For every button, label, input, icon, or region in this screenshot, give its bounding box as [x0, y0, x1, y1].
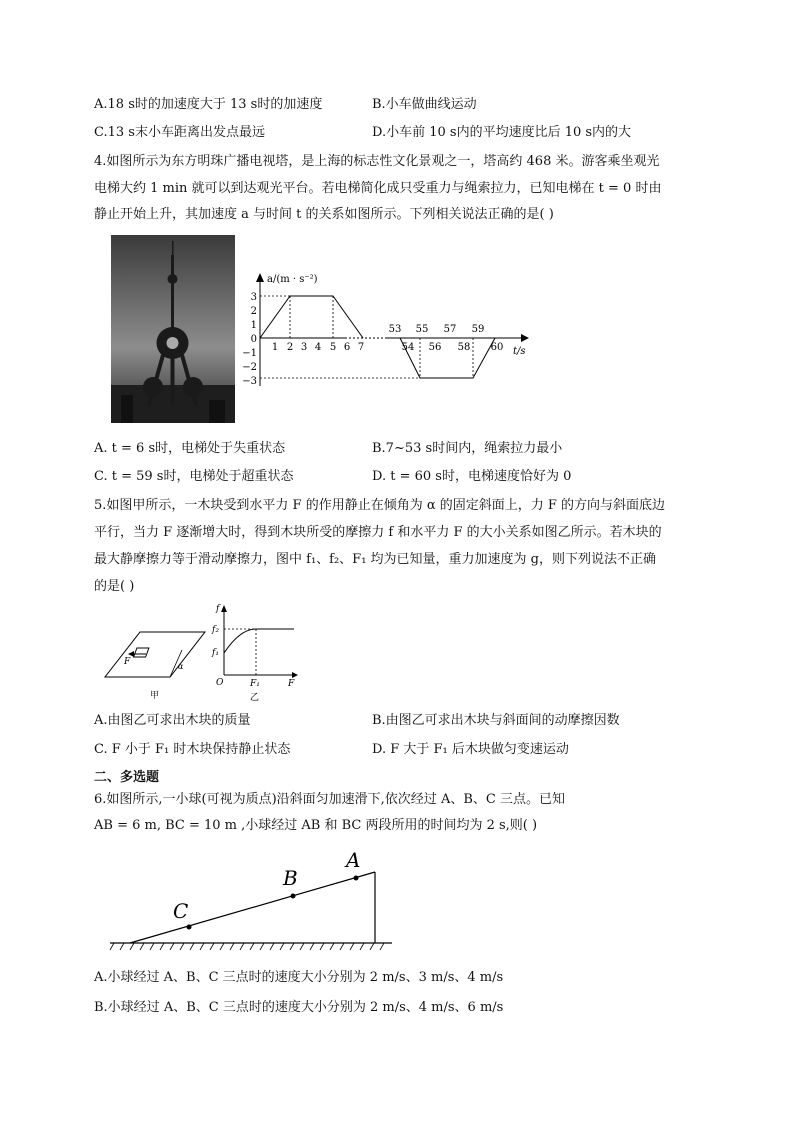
q3-option-d: D.小车前 10 s内的平均速度比后 10 s内的大 [372, 125, 632, 140]
x-tick: 57 [443, 324, 457, 335]
f2-label: f₂ [212, 625, 219, 635]
chart-y-label: a/(m · s⁻²) [267, 274, 318, 285]
x-tick: 53 [388, 324, 402, 335]
y-tick: −3 [242, 376, 257, 387]
q4-option-d: D. t = 60 s时，电梯速度恰好为 0 [372, 469, 572, 484]
incline-points-figure [110, 845, 400, 955]
chart-x-label: t/s [513, 346, 526, 357]
x-tick: 54 [401, 342, 415, 353]
q3-option-a: A.18 s时的加速度大于 13 s时的加速度 [94, 97, 323, 112]
friction-force-graph [210, 603, 300, 703]
f1-label: f₁ [212, 648, 219, 658]
origin-label: O [216, 678, 224, 688]
q3-option-b: B.小车做曲线运动 [372, 97, 477, 112]
q5-option-a: A.由图乙可求出木块的质量 [94, 713, 251, 728]
x-tick: 2 [286, 342, 294, 353]
x-tick: 3 [300, 342, 308, 353]
q4-stem-line-3: 静止开始上升，其加速度 a 与时间 t 的关系如图所示。下列相关说法正确的是( ) [94, 207, 554, 222]
x-tick: 59 [471, 324, 485, 335]
y-tick: 3 [250, 292, 257, 303]
angle-alpha-label: α [178, 662, 184, 671]
q5-stem-line-2: 平行，当力 F 逐渐增大时，得到木块所受的摩擦力 f 和水平力 F 的大小关系如图乙所示。若木块的 [94, 525, 662, 540]
incline-block-figure [100, 612, 210, 702]
y-tick: 2 [250, 306, 257, 317]
q4-option-b: B.7~53 s时间内，绳索拉力最小 [372, 441, 563, 456]
q5-stem-line-4: 的是( ) [94, 579, 135, 594]
force-label-f: F [124, 657, 131, 667]
q4-option-a: A. t = 6 s时，电梯处于失重状态 [94, 441, 286, 456]
q5-option-d: D. F 大于 F₁ 后木块做匀变速运动 [372, 742, 569, 757]
figure-yi-label: 乙 [250, 693, 260, 703]
section-heading: 二、多选题 [94, 770, 160, 785]
q5-option-c: C. F 小于 F₁ 时木块保持静止状态 [94, 742, 291, 757]
point-a-label: A [346, 848, 361, 872]
point-b-label: B [283, 866, 298, 890]
q4-stem-line-1: 4.如图所示为东方明珠广播电视塔，是上海的标志性文化景观之一，塔高约 468 米。游客乘坐观光 [94, 154, 660, 169]
x-tick: 7 [357, 342, 365, 353]
x-tick: 4 [314, 342, 322, 353]
q5-stem-line-1: 5.如图甲所示，一木块受到水平力 F 的作用静止在倾角为 α 的固定斜面上，力 F 的方向与斜面底边 [94, 498, 666, 513]
y-tick: 1 [250, 320, 257, 331]
x-tick: 6 [343, 342, 351, 353]
q5-option-b: B.由图乙可求出木块与斜面间的动摩擦因数 [372, 713, 620, 728]
x-tick: 58 [457, 342, 471, 353]
x-tick: 5 [329, 342, 337, 353]
y-tick: −2 [242, 362, 257, 373]
q6-stem-line-2: AB = 6 m, BC = 10 m ,小球经过 AB 和 BC 两段所用的时间均为 2 s,则( ) [94, 818, 538, 833]
q6-option-b: B.小球经过 A、B、C 三点时的速度大小分别为 2 m/s、4 m/s、6 m/s [94, 1000, 504, 1015]
q3-option-c: C.13 s末小车距离出发点最远 [94, 125, 265, 140]
q5-stem-line-3: 最大静摩擦力等于滑动摩擦力，图中 f₁、f₂、F₁ 均为已知量，重力加速度为 g，则下列说法不正确 [94, 552, 656, 567]
figure-jia-label: 甲 [150, 691, 160, 701]
point-c-label: C [173, 899, 189, 923]
y-tick: 0 [250, 334, 257, 345]
q4-stem-line-2: 电梯大约 1 min 就可以到达观光平台。若电梯简化成只受重力与绳索拉力，已知电梯在 t = 0 时由 [94, 181, 662, 196]
x-tick: 1 [271, 342, 279, 353]
x-tick: 60 [490, 342, 504, 353]
tv-tower-photo [111, 235, 235, 423]
y-tick: −1 [242, 348, 257, 359]
axis-f-label: f [216, 604, 220, 614]
q4-option-c: C. t = 59 s时，电梯处于超重状态 [94, 469, 294, 484]
x-tick: 56 [428, 342, 442, 353]
q6-option-a: A.小球经过 A、B、C 三点时的速度大小分别为 2 m/s、3 m/s、4 m/s [94, 970, 504, 985]
q6-stem-line-1: 6.如图所示,一小球(可视为质点)沿斜面匀加速滑下,依次经过 A、B、C 三点。已知 [94, 792, 565, 807]
acceleration-time-chart [242, 268, 535, 388]
x-tick: 55 [415, 324, 429, 335]
axis-F-label: F [288, 679, 295, 689]
F1-label: F₁ [250, 679, 260, 689]
